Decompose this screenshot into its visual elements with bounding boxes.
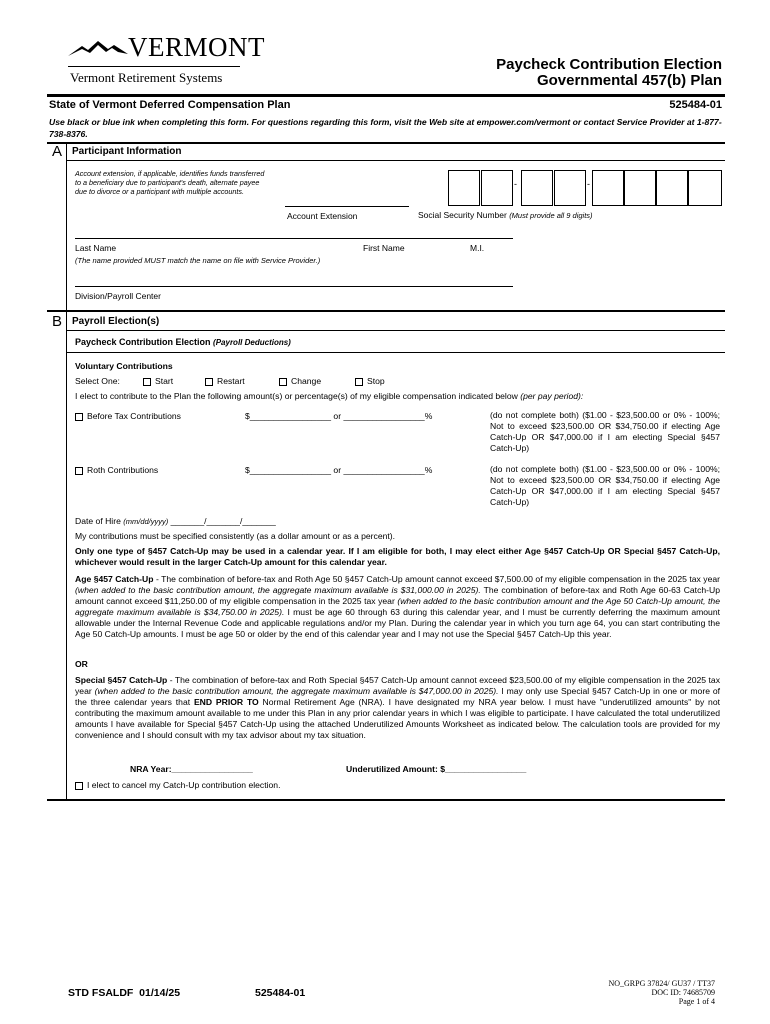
section-a-letter: A [52,143,63,160]
logo-wordmark: VERMONT [128,32,265,62]
checkbox-icon [75,782,83,790]
ssn-separator: - [587,179,590,189]
before-tax-amount-field[interactable]: $_________________ or _________________% [245,411,433,421]
first-name-label: First Name [363,243,405,253]
roth-limit-note: (do not complete both) ($1.00 - $23,500.00 or 0% - 100%; Not to exceed $23,500.00 OR $34,750.00 if electing Age Catch-Up OR $47,000.00 if I am electing Special §457 Catch-Up) [490,464,720,507]
cancel-catch-up-option[interactable]: I elect to cancel my Catch-Up contribution election. [75,780,280,790]
plan-number: 525484-01 [669,99,722,111]
ssn-digit-box[interactable] [688,170,722,206]
voluntary-contributions-heading: Voluntary Contributions [75,361,173,371]
start-option[interactable]: Start [143,376,173,386]
checkbox-icon [205,378,213,386]
checkbox-icon [143,378,151,386]
last-name-label: Last Name [75,243,117,253]
ssn-digit-box[interactable] [624,170,656,206]
ssn-digit-box[interactable] [521,170,553,206]
checkbox-icon [279,378,287,386]
special-catch-up-paragraph: Special §457 Catch-Up - The combination of before-tax and Roth Special §457 Catch-Up amount cannot exceed $23,500.00 of my eligible compensation in the 2025 tax year (when added to the basic contribution amount, the aggregate maximum available is $47,000.00 in 2025). I may only use Special §457 Catch-Up in one or more of the three calendar years that END PRIOR TO Normal Retirement Age (NRA). I have designated my NRA year below. I must have "underutilized amounts" by not contributing the maximum amount available to me under this Plan in any prior calendar years in which I was eligible to participate. I have calculated the total underutilized amounts I have available for Special §457 Catch-Up using the attached Underutilized Amounts Worksheet as indicated below. The calculation tools are provided for my convenience and I should consult with my tax advisor about my tax situation. [75,675,721,740]
division-label: Division/Payroll Center [75,291,161,301]
roth-amount-field[interactable]: $_________________ or _________________% [245,465,433,475]
ssn-digit-box[interactable] [592,170,624,206]
footer-form-id: STD FSALDF 01/14/25 [68,987,181,999]
hire-date-field[interactable]: Date of Hire (mm/dd/yyyy) _______/_______/_______ [75,516,276,526]
age-catch-up-paragraph: Age §457 Catch-Up - The combination of before-tax and Roth Age 50 §457 Catch-Up amount cannot exceed $7,500.00 of my eligible compensation in the 2025 tax year (when added to the basic contribution amount, the aggregate maximum available is $31,000.00 in 2025). The combination of before-tax and Roth Age 60-63 Catch-Up amount cannot exceed $11,250.00 of my eligible compensation in the 2025 tax year (when added to the basic contribution amount and the Age 50 Catch-Up amount, the aggregate maximum available is $34,750.00 in 2025). I must be age 60 through 63 during this calendar year, and I must be currently deferring the maximum amount allowable under the Internal Revenue Code and applicable regulations and/or my Plan. During the calendar year in which you turn age 64, you can start contributing the Age 50 Catch-Up amounts. I must be age 50 or older by the end of this calendar year and I may not use the Special §457 Catch-Up this year. [75,574,720,639]
form-title: Paycheck Contribution Election [496,56,722,73]
plan-name: State of Vermont Deferred Compensation Plan [49,99,291,111]
consistency-note: My contributions must be specified consistently (as a dollar amount or as a percent). [75,531,396,541]
account-extension-label: Account Extension [287,211,358,221]
form-instructions: Use black or blue ink when completing this form. For questions regarding this form, visit the Web site at empower.com/vermont or contact Service Provider at 1-877-738-8376. [49,117,722,139]
ssn-digit-box[interactable] [481,170,513,206]
before-tax-limit-note: (do not complete both) ($1.00 - $23,500.00 or 0% - 100%; Not to exceed $23,500.00 OR $34,750.00 if electing Age Catch-Up OR $47,000.00 if I am electing Special §457 Catch-Up) [490,410,720,453]
footer-plan-number: 525484-01 [255,987,306,999]
select-one-label: Select One: [75,376,120,386]
ssn-separator: - [514,179,517,189]
ssn-digit-box[interactable] [656,170,688,206]
section-b-title: Payroll Election(s) [72,316,160,327]
account-extension-note: Account extension, if applicable, identifies funds transferred to a beneficiary due to participant's death, alternate payee due to divorce or a participant with multiple accounts. [75,169,265,196]
catch-up-rule: Only one type of §457 Catch-Up may be used in a calendar year. If I am eligible for both, I may elect either Age §457 Catch-Up OR Special §457 Catch-Up, whichever would result in the larger Catch-Up amount for this calendar year. [75,546,720,567]
underutilized-amount-field[interactable]: Underutilized Amount: $_________________ [346,764,527,774]
ssn-digit-box[interactable] [554,170,586,206]
checkbox-icon [355,378,363,386]
section-b-letter: B [52,313,63,330]
middle-initial-label: M.I. [470,243,485,253]
stop-option[interactable]: Stop [355,376,385,386]
before-tax-option[interactable]: Before Tax Contributions [75,411,181,421]
paycheck-election-heading: Paycheck Contribution Election (Payroll Deductions) [75,337,291,347]
logo-subtitle: Vermont Retirement Systems [70,70,223,85]
section-a-title: Participant Information [72,146,182,157]
restart-option[interactable]: Restart [205,376,245,386]
checkbox-icon [75,413,83,421]
ssn-label: Social Security Number (Must provide all 9 digits) [418,210,593,220]
name-note: (The name provided MUST match the name on file with Service Provider.) [75,256,321,265]
checkbox-icon [75,467,83,475]
form-subtitle: Governmental 457(b) Plan [536,72,722,89]
or-separator: OR [75,659,88,669]
vermont-mountain-logo-icon [68,36,134,58]
nra-year-field[interactable]: NRA Year:_________________ [130,764,253,774]
change-option[interactable]: Change [279,376,321,386]
ssn-digit-box[interactable] [448,170,480,206]
roth-option[interactable]: Roth Contributions [75,465,158,475]
elect-instruction: I elect to contribute to the Plan the following amount(s) or percentage(s) of my eligible compensation indicated below (per pay period): [75,391,584,401]
footer-doc-info: NO_GRPG 37824/ GU37 / TT37 DOC ID: 74685709 Page 1 of 4 [608,979,715,1006]
